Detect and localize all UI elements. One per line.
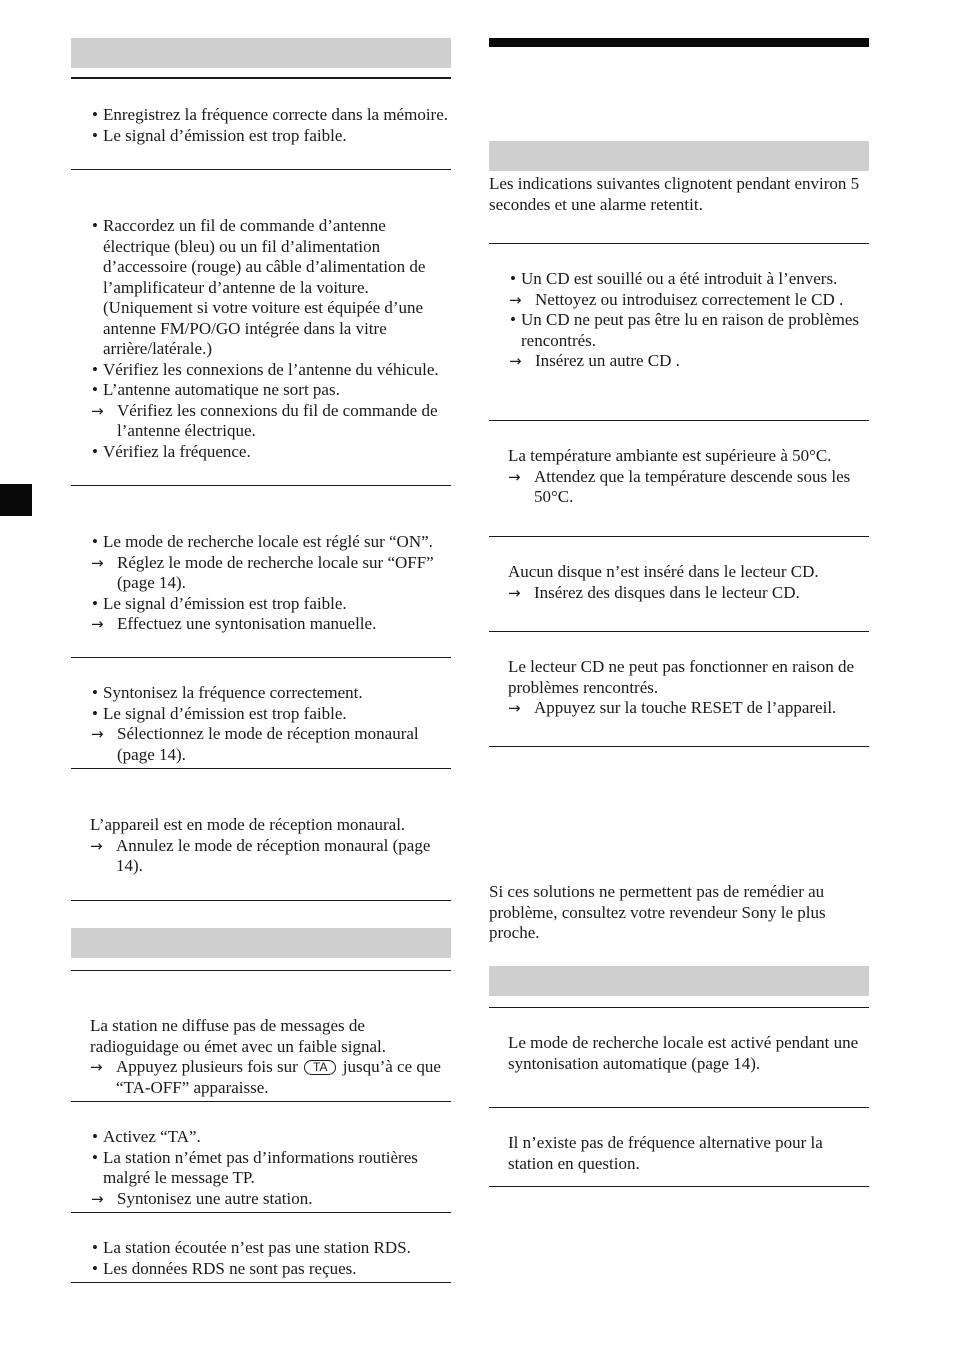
error-block-temperature xyxy=(508,446,869,508)
divider xyxy=(489,420,869,421)
action-text: Appuyez plusieurs fois sur xyxy=(116,1057,298,1076)
divider xyxy=(489,536,869,537)
action-line xyxy=(508,467,869,508)
solution-block-mono xyxy=(90,815,451,877)
divider xyxy=(71,169,451,170)
error-block-no-disc xyxy=(508,562,869,603)
action-line xyxy=(508,583,869,604)
error-block-changer xyxy=(508,657,869,719)
action-text: Syntonisez une autre station. xyxy=(117,1188,313,1208)
cause-text: La station ne diffuse pas de messages de radioguidage ou émet avec un faible signal. xyxy=(90,1016,386,1056)
cause-text: Aucun disque n’est inséré dans le lecteur CD. xyxy=(508,562,819,581)
list-item: • Le signal d’émission est trop faible. xyxy=(90,704,451,725)
action-line xyxy=(90,401,451,442)
arrow-right-icon: → xyxy=(91,725,104,743)
action-text: Vérifiez les connexions du fil de commande de l’antenne électrique. xyxy=(117,400,438,440)
solution-block-reception xyxy=(90,216,451,462)
table-top-rule xyxy=(71,970,451,971)
list-item: • La station écoutée n’est pas une station RDS. xyxy=(90,1238,451,1259)
divider xyxy=(71,1282,451,1283)
arrow-right-icon: → xyxy=(509,352,522,370)
arrow-right-icon: → xyxy=(91,401,104,420)
closing-paragraph: Si ces solutions ne permettent pas de remédier au problème, consultez votre revendeur Sony le plus proche. xyxy=(489,882,826,942)
error-block-cd xyxy=(508,269,869,372)
action-text: jusqu’à ce que “TA-OFF” apparaisse. xyxy=(116,1057,441,1097)
action-text: Insérez des disques dans le lecteur CD. xyxy=(534,582,800,602)
list-item: • Un CD est souillé ou a été introduit à l’envers. xyxy=(508,269,869,290)
action-line xyxy=(90,1189,451,1210)
arrow-right-icon: → xyxy=(508,583,521,602)
arrow-right-icon: → xyxy=(508,467,521,486)
arrow-right-icon: → xyxy=(91,1189,104,1208)
divider xyxy=(71,900,451,901)
arrow-right-icon: → xyxy=(91,553,104,572)
divider xyxy=(71,1101,451,1102)
action-line xyxy=(90,836,451,877)
action-line xyxy=(90,724,451,765)
list-item: • Le signal d’émission est trop faible. xyxy=(90,126,451,147)
section-header-bar-rds xyxy=(71,928,451,958)
arrow-right-icon: → xyxy=(91,615,104,633)
list-item: • Le signal d’émission est trop faible. xyxy=(90,594,451,615)
list-item: • Activez “TA”. xyxy=(90,1127,451,1148)
action-line xyxy=(90,614,451,635)
section-header-bar-errors xyxy=(489,141,869,171)
message-block-no-af: Il n’existe pas de fréquence alternative pour la station en question. xyxy=(508,1133,823,1173)
section-header-bar-messages xyxy=(489,966,869,996)
list-item: • Enregistrez la fréquence correcte dans la mémoire. xyxy=(90,105,451,126)
list-item: • Vérifiez les connexions de l’antenne du véhicule. xyxy=(90,360,451,381)
table-top-rule xyxy=(489,1007,869,1008)
list-item: • L’antenne automatique ne sort pas. xyxy=(90,380,451,401)
action-text: Insérez un autre CD . xyxy=(535,351,680,370)
section-header-bar-radio xyxy=(71,38,451,68)
arrow-right-icon: → xyxy=(509,290,522,309)
message-block-local-seek: Le mode de recherche locale est activé pendant une syntonisation automatique (page 14). xyxy=(508,1033,859,1073)
arrow-right-icon: → xyxy=(90,1058,103,1076)
action-line xyxy=(508,351,869,372)
action-line xyxy=(90,1057,451,1098)
divider xyxy=(489,1186,869,1187)
action-text: Effectuez une syntonisation manuelle. xyxy=(117,614,377,633)
solution-block-ta xyxy=(90,1016,451,1098)
list-item: • Vérifiez la fréquence. xyxy=(90,442,451,463)
action-text: Appuyez sur la touche RESET de l’appareil. xyxy=(534,698,837,717)
solution-block-seek xyxy=(90,532,451,635)
cause-text: Le lecteur CD ne peut pas fonctionner en raison de problèmes rencontrés. xyxy=(508,657,855,697)
action-text: Annulez le mode de réception monaural (page 14). xyxy=(116,835,431,875)
action-line xyxy=(508,290,869,311)
list-item: • Syntonisez la fréquence correctement. xyxy=(90,683,451,704)
action-text: Attendez que la température descende sous les 50°C. xyxy=(534,466,851,506)
arrow-right-icon: → xyxy=(90,836,103,855)
list-item: • Raccordez un fil de commande d’antenne électrique (bleu) ou un fil d’alimentation d’accessoire (rouge) au câble d’alimentation de l’amplificateur d’antenne de la voiture. (Uniquement si votre voiture est équipée d’une antenne FM/PO/GO intégrée dans la vitre arrière/latérale.) xyxy=(90,216,451,360)
heading-rule xyxy=(489,38,869,47)
cause-text: L’appareil est en mode de réception monaural. xyxy=(90,815,406,834)
divider xyxy=(489,746,869,747)
divider xyxy=(489,631,869,632)
action-text: Nettoyez ou introduisez correctement le CD . xyxy=(535,289,844,309)
list-item: • Un CD ne peut pas être lu en raison de problèmes rencontrés. xyxy=(508,310,869,351)
action-line xyxy=(508,698,869,719)
solution-block-preset xyxy=(90,105,451,146)
intro-paragraph: Les indications suivantes clignotent pendant environ 5 secondes et une alarme retentit. xyxy=(489,174,860,214)
divider xyxy=(71,1212,451,1213)
cause-text: La température ambiante est supérieure à 50°C. xyxy=(508,446,832,465)
table-top-rule xyxy=(71,77,451,79)
list-item: • Les données RDS ne sont pas reçues. xyxy=(90,1259,451,1280)
divider xyxy=(71,657,451,658)
divider xyxy=(71,768,451,769)
solution-block-rds-data xyxy=(90,1238,451,1279)
ta-button-symbol: TA xyxy=(304,1060,336,1075)
divider xyxy=(71,485,451,486)
action-text: Sélectionnez le mode de réception monaural (page 14). xyxy=(117,724,419,764)
page-side-tab xyxy=(0,484,32,516)
table-top-rule xyxy=(489,243,869,244)
list-item: • La station n’émet pas d’informations routières malgré le message TP. xyxy=(90,1148,451,1189)
solution-block-noise xyxy=(90,683,451,765)
action-line xyxy=(90,553,451,594)
arrow-right-icon: → xyxy=(508,699,521,717)
list-item: • Le mode de recherche locale est réglé sur “ON”. xyxy=(90,532,451,553)
solution-block-ti xyxy=(90,1127,451,1209)
action-text: Réglez le mode de recherche locale sur “OFF” (page 14). xyxy=(117,552,434,592)
divider xyxy=(489,1107,869,1108)
